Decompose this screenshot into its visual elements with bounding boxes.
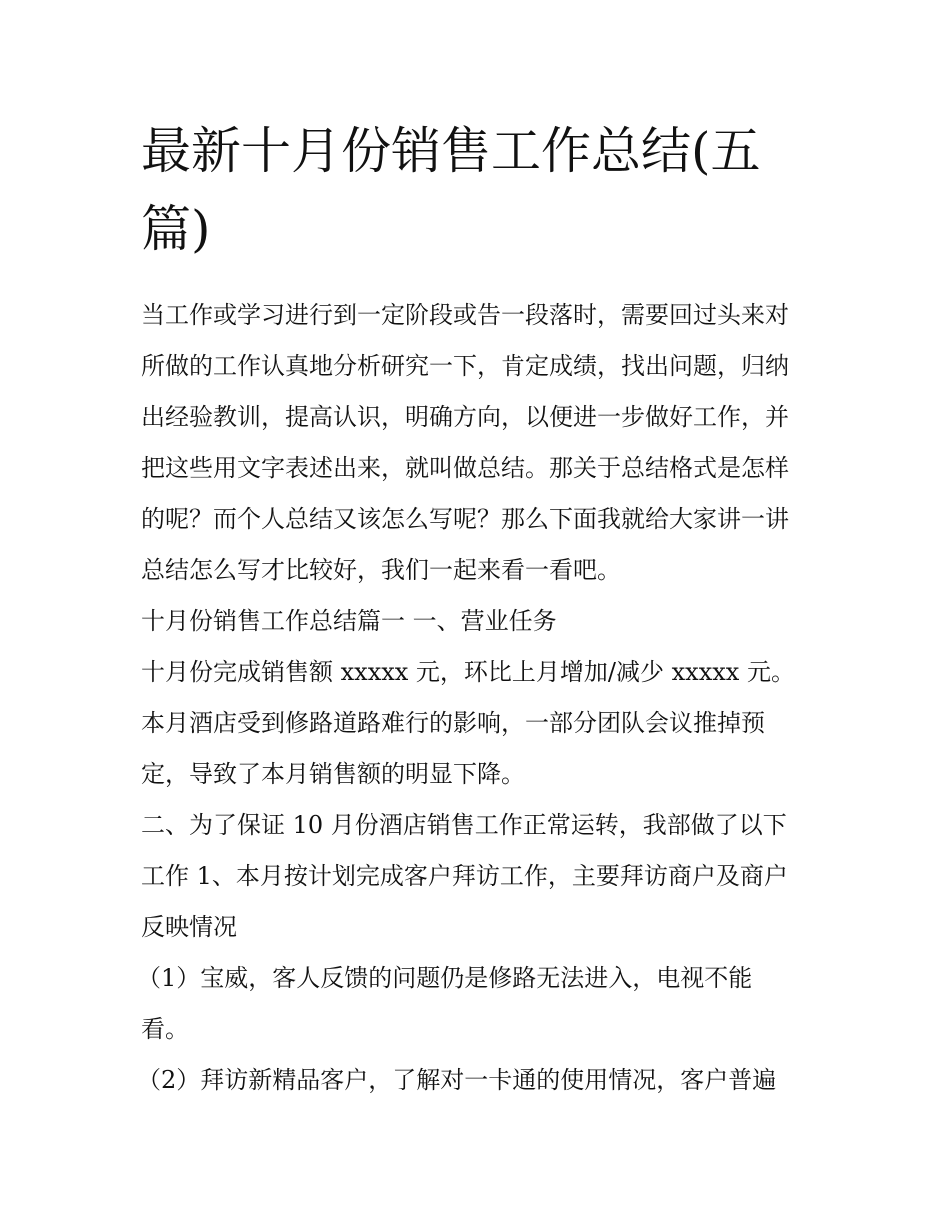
document-title <box>141 112 813 268</box>
body-line: 的呢？而个人总结又该怎么写呢？那么下面我就给大家讲一讲 <box>141 505 789 533</box>
body-line: 把这些用文字表述出来，就叫做总结。那关于总结格式是怎样 <box>141 454 789 482</box>
body-line: 十月份完成销售额 xxxxx 元，环比上月增加/减少 xxxxx 元。 <box>141 658 795 686</box>
body-line: 工作 1、本月按计划完成客户拜访工作，主要拜访商户及商户 <box>141 862 788 890</box>
document-body <box>137 290 813 1106</box>
body-line: 当工作或学习进行到一定阶段或告一段落时，需要回过头来对 <box>141 301 789 329</box>
body-line: 出经验教训，提高认识，明确方向，以便进一步做好工作，并 <box>141 403 789 431</box>
title-line: 篇) <box>141 200 211 258</box>
section-heading: 十月份销售工作总结篇一 一、营业任务 <box>141 607 557 635</box>
body-line: 定，导致了本月销售额的明显下降。 <box>141 760 525 788</box>
title-line: 最新十月份销售工作总结(五 <box>141 122 761 180</box>
document-page <box>137 112 813 1106</box>
body-line: 反映情况 <box>141 913 237 941</box>
body-line: 本月酒店受到修路道路难行的影响，一部分团队会议推掉预 <box>141 709 765 737</box>
body-line: 二、为了保证 10 月份酒店销售工作正常运转，我部做了以下 <box>141 811 787 839</box>
body-line: 看。 <box>141 1015 189 1043</box>
body-line: 所做的工作认真地分析研究一下，肯定成绩，找出问题，归纳 <box>141 352 789 380</box>
list-item: （2）拜访新精品客户，了解对一卡通的使用情况，客户普遍 <box>137 1066 777 1094</box>
body-line: 总结怎么写才比较好，我们一起来看一看吧。 <box>141 556 621 584</box>
list-item: （1）宝威，客人反馈的问题仍是修路无法进入，电视不能 <box>137 964 753 992</box>
